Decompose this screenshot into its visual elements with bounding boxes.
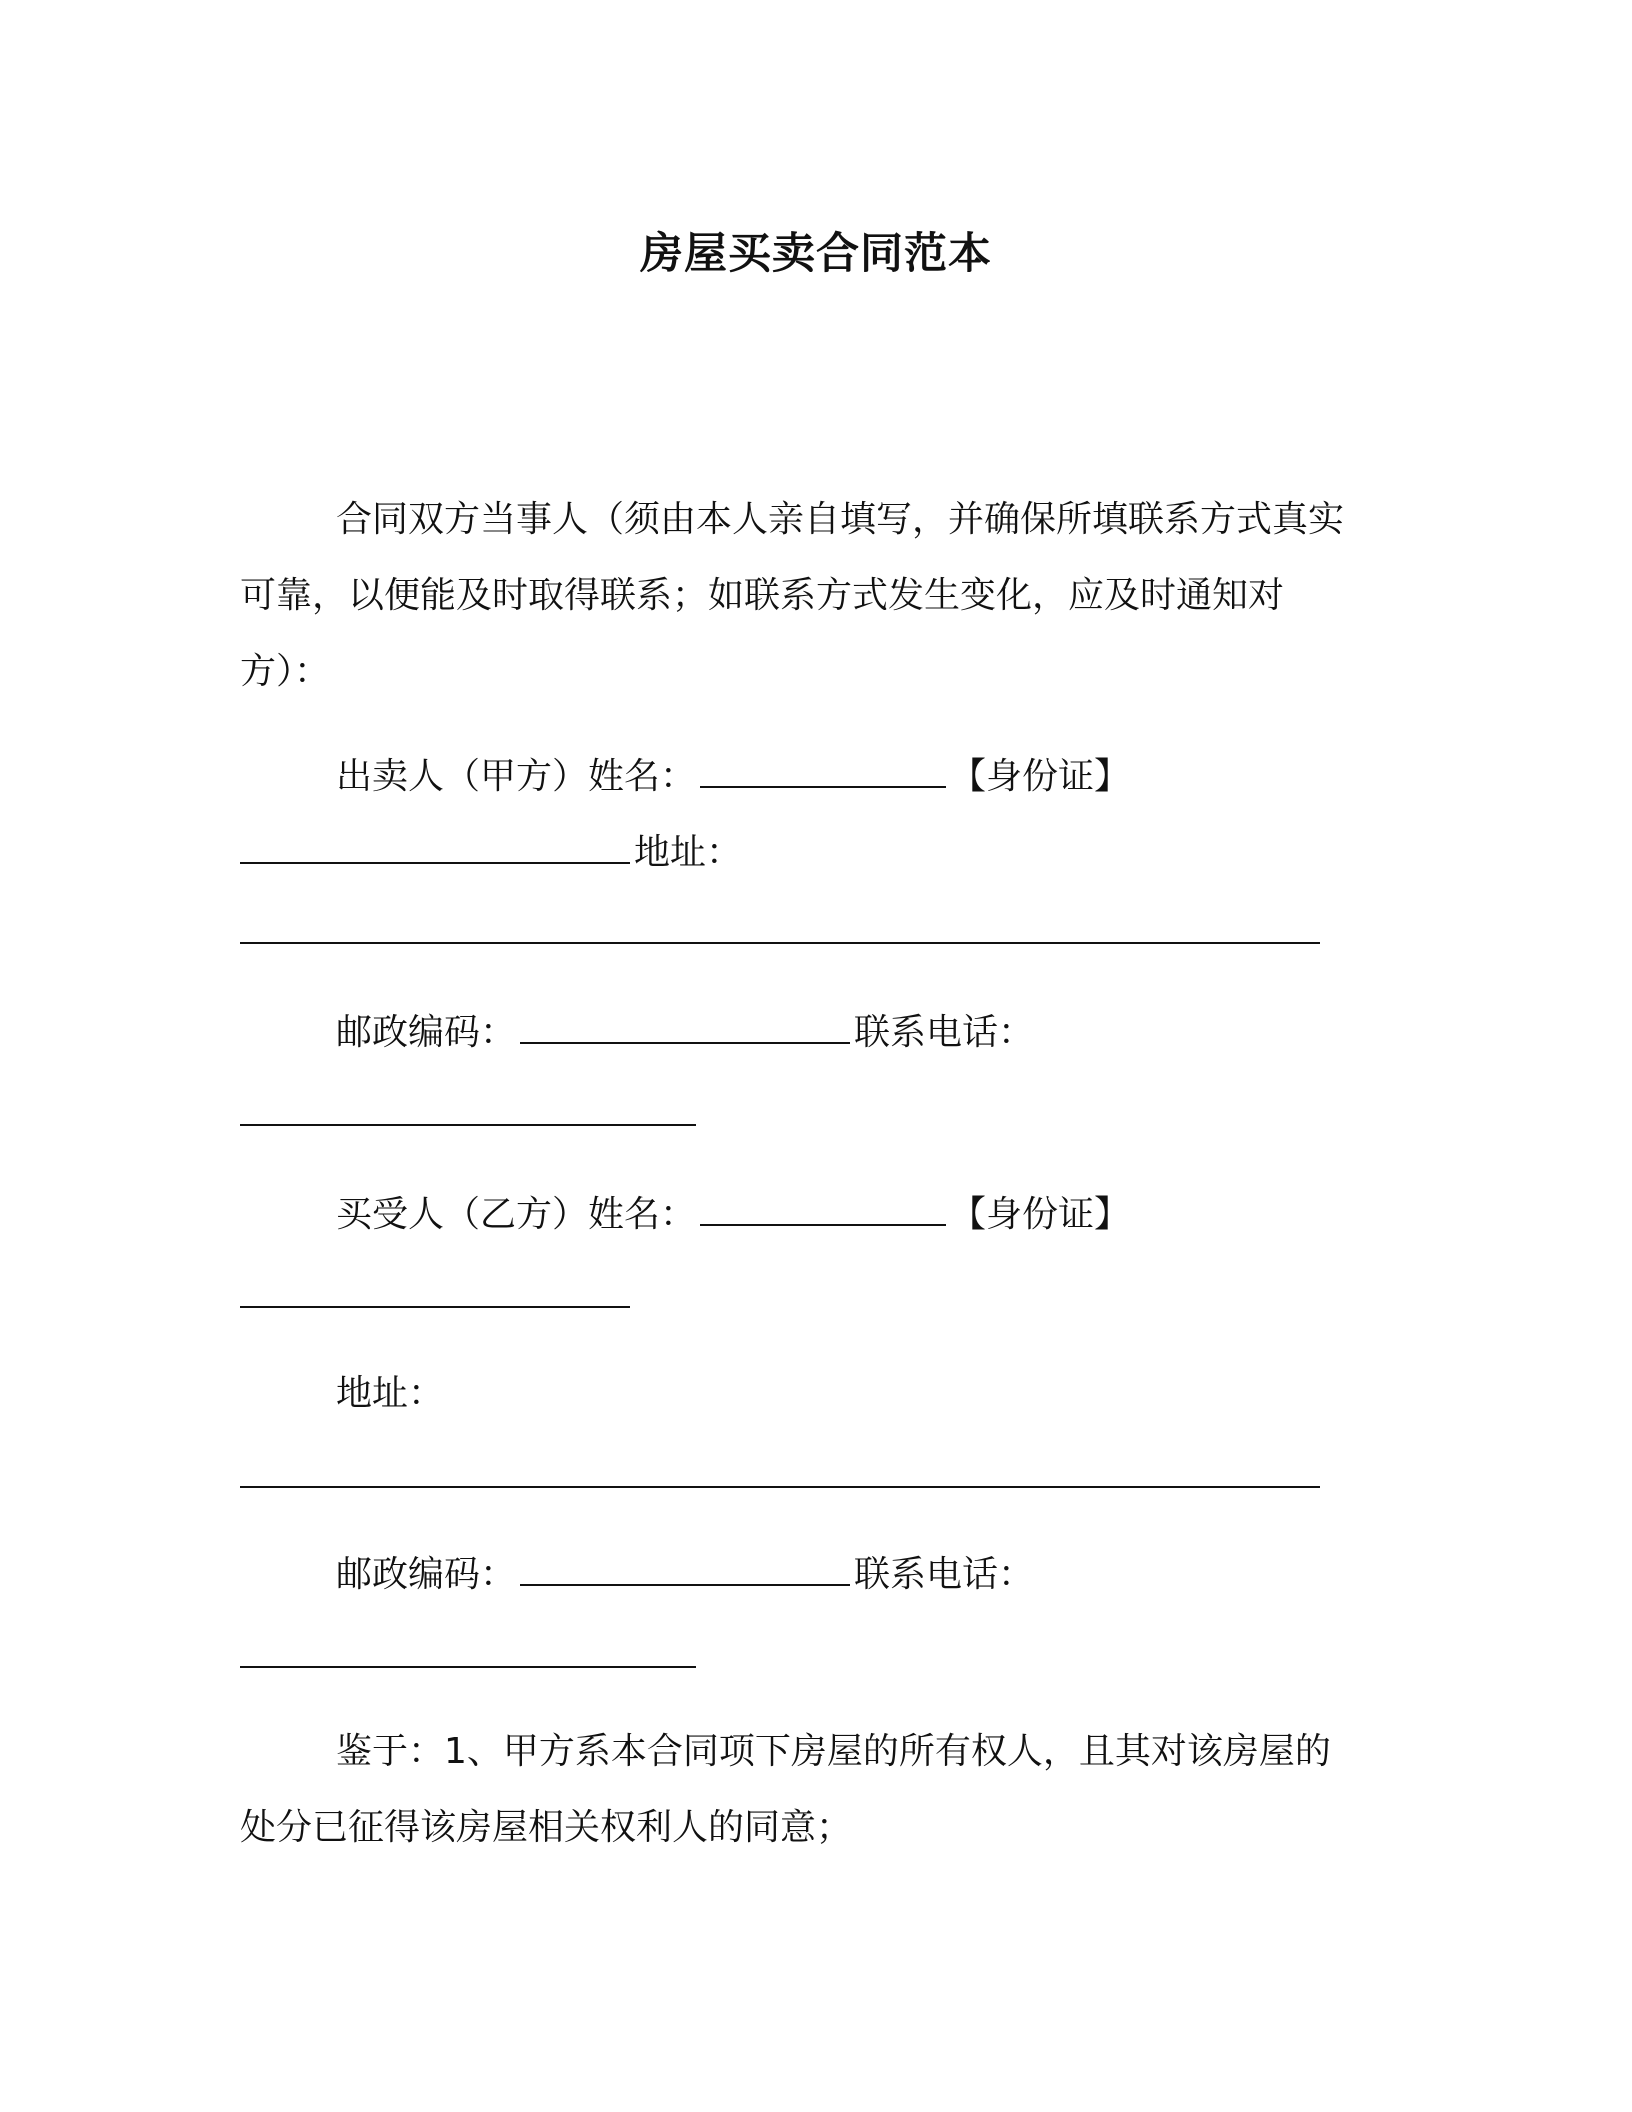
- buyer-name-blank[interactable]: [700, 1190, 946, 1226]
- buyer-postcode-label: 邮政编码：: [336, 1554, 517, 1595]
- buyer-phone-row: [240, 1632, 700, 1681]
- seller-postcode-row: [336, 1008, 1034, 1057]
- seller-name-blank[interactable]: [700, 752, 946, 788]
- whereas-line-1: 鉴于：1、甲方系本合同项下房屋的所有权人，且其对该房屋的: [336, 1731, 1331, 1772]
- buyer-address-label: 地址：: [336, 1373, 445, 1414]
- buyer-postcode-blank[interactable]: [520, 1550, 850, 1586]
- seller-name-label: 出卖人（甲方）姓名：: [336, 756, 697, 797]
- seller-phone-blank[interactable]: [240, 1090, 696, 1126]
- buyer-phone-blank[interactable]: [240, 1632, 696, 1668]
- document-title: 房屋买卖合同范本: [640, 229, 992, 279]
- buyer-address-blank[interactable]: [240, 1452, 1320, 1488]
- seller-phone-row: [240, 1090, 700, 1139]
- buyer-postcode-row: [336, 1550, 1034, 1599]
- buyer-phone-label: 联系电话：: [854, 1554, 1035, 1595]
- seller-id-blank[interactable]: [240, 828, 630, 864]
- seller-postcode-label: 邮政编码：: [336, 1012, 517, 1053]
- buyer-name-row: [336, 1190, 1130, 1239]
- buyer-id-blank[interactable]: [240, 1272, 630, 1308]
- buyer-address-label-row: [336, 1370, 444, 1418]
- seller-address-label: 地址：: [634, 832, 743, 873]
- intro-line-3: 方）：: [240, 651, 331, 692]
- seller-id-label: 【身份证】: [950, 756, 1131, 797]
- seller-postcode-blank[interactable]: [520, 1008, 850, 1044]
- seller-name-row: [336, 752, 1130, 801]
- seller-id-row: [240, 828, 742, 877]
- whereas-line-2: 处分已征得该房屋相关权利人的同意；: [240, 1807, 853, 1848]
- buyer-id-label: 【身份证】: [950, 1194, 1131, 1235]
- buyer-name-label: 买受人（乙方）姓名：: [336, 1194, 697, 1235]
- buyer-address-row: [240, 1452, 1324, 1501]
- intro-line-2: 可靠，以便能及时取得联系；如联系方式发生变化，应及时通知对: [240, 575, 1285, 616]
- seller-address-row: [240, 908, 1324, 957]
- seller-address-blank[interactable]: [240, 908, 1320, 944]
- intro-line-1: 合同双方当事人（须由本人亲自填写，并确保所填联系方式真实: [336, 499, 1345, 540]
- seller-phone-label: 联系电话：: [854, 1012, 1035, 1053]
- buyer-id-row: [240, 1272, 634, 1321]
